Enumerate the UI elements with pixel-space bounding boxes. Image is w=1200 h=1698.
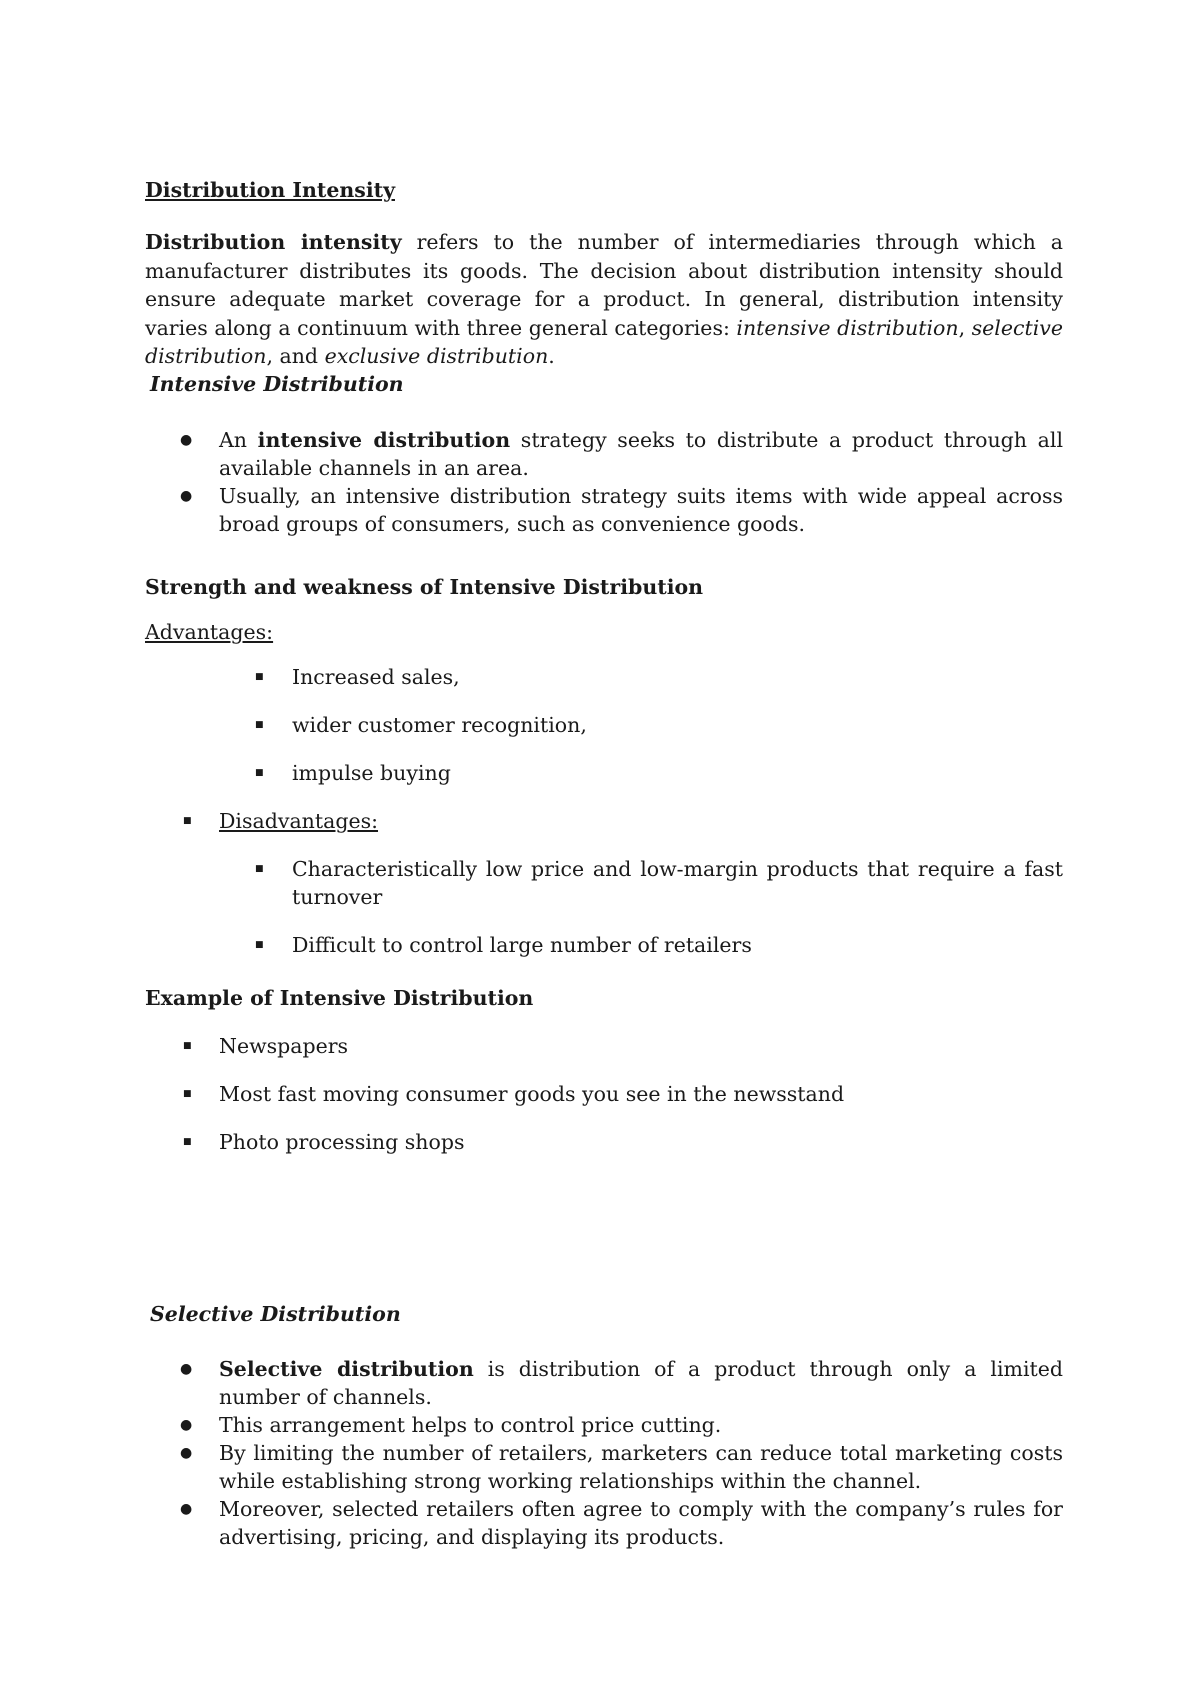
bullet-text: An [219, 428, 258, 452]
intro-cat-exclusive: exclusive distribution [324, 344, 549, 368]
disadvantages-list [145, 855, 1063, 979]
disadvantages-label: Disadvantages: [219, 809, 379, 833]
intensive-heading: Intensive Distribution [150, 372, 404, 396]
list-item: ■ impulse buying [145, 759, 1063, 787]
list-item: ■ Newspapers [145, 1032, 1063, 1060]
list-item [145, 426, 1063, 482]
intro-text: refers to the number of intermediaries through which a manufacturer distributes its goods. The decision about distribution intensity should ensure adequate market coverage for a product. In general, distribution intensity varies along a continuum with three general categories: [145, 230, 1063, 340]
list-item: ● Usually, an intensive distribution strategy suits items with wide appeal across broad groups of consumers, such as convenience goods. [145, 482, 1063, 538]
strength-heading: Strength and weakness of Intensive Distribution [145, 575, 704, 599]
list-item: ■ Characteristically low price and low-margin products that require a fast turnover [145, 855, 1063, 911]
list-item: ■ Photo processing shops [145, 1128, 1063, 1156]
list-item: ■ Difficult to control large number of retailers [145, 931, 1063, 959]
list-item: ■ Increased sales, [145, 663, 1063, 691]
page-title: Distribution Intensity [145, 178, 395, 202]
disadvantages-row [145, 807, 378, 835]
intro-term: Distribution intensity [145, 230, 402, 254]
intro-sep: , and [266, 344, 325, 368]
list-item: ● By limiting the number of retailers, marketers can reduce total marketing costs while establishing strong working relationships within the channel. [145, 1439, 1063, 1495]
bullet-text: is distribution of a product through only a limited number of channels. [219, 1357, 1063, 1409]
bullet-text: strategy seeks to distribute a product through all available channels in an area. [219, 428, 1063, 480]
selective-heading: Selective Distribution [150, 1302, 401, 1326]
intro-end: . [548, 344, 555, 368]
advantages-list [145, 663, 1063, 807]
list-item: ■ wider customer recognition, [145, 711, 1063, 739]
list-item [145, 1355, 1063, 1411]
list-item: ● This arrangement helps to control price cutting. [145, 1411, 1063, 1439]
intro-paragraph [145, 228, 1063, 371]
disadvantages-label-item [145, 807, 378, 835]
intro-sep: , [958, 315, 972, 340]
advantages-label: Advantages: [145, 620, 274, 644]
intro-cat-selective: selective distribution [145, 315, 1063, 368]
selective-bullet-list [145, 1355, 1063, 1551]
list-item: ■ Most fast moving consumer goods you see in the newsstand [145, 1080, 1063, 1108]
bullet-term: intensive distribution [257, 428, 511, 452]
bullet-term: Selective distribution [219, 1357, 474, 1381]
intro-cat-intensive: intensive distribution [736, 315, 959, 340]
example-list [145, 1032, 1063, 1176]
list-item: ● Moreover, selected retailers often agree to comply with the company’s rules for advertising, pricing, and displaying its products. [145, 1495, 1063, 1551]
example-heading: Example of Intensive Distribution [145, 986, 534, 1010]
intensive-bullet-list [145, 426, 1063, 538]
